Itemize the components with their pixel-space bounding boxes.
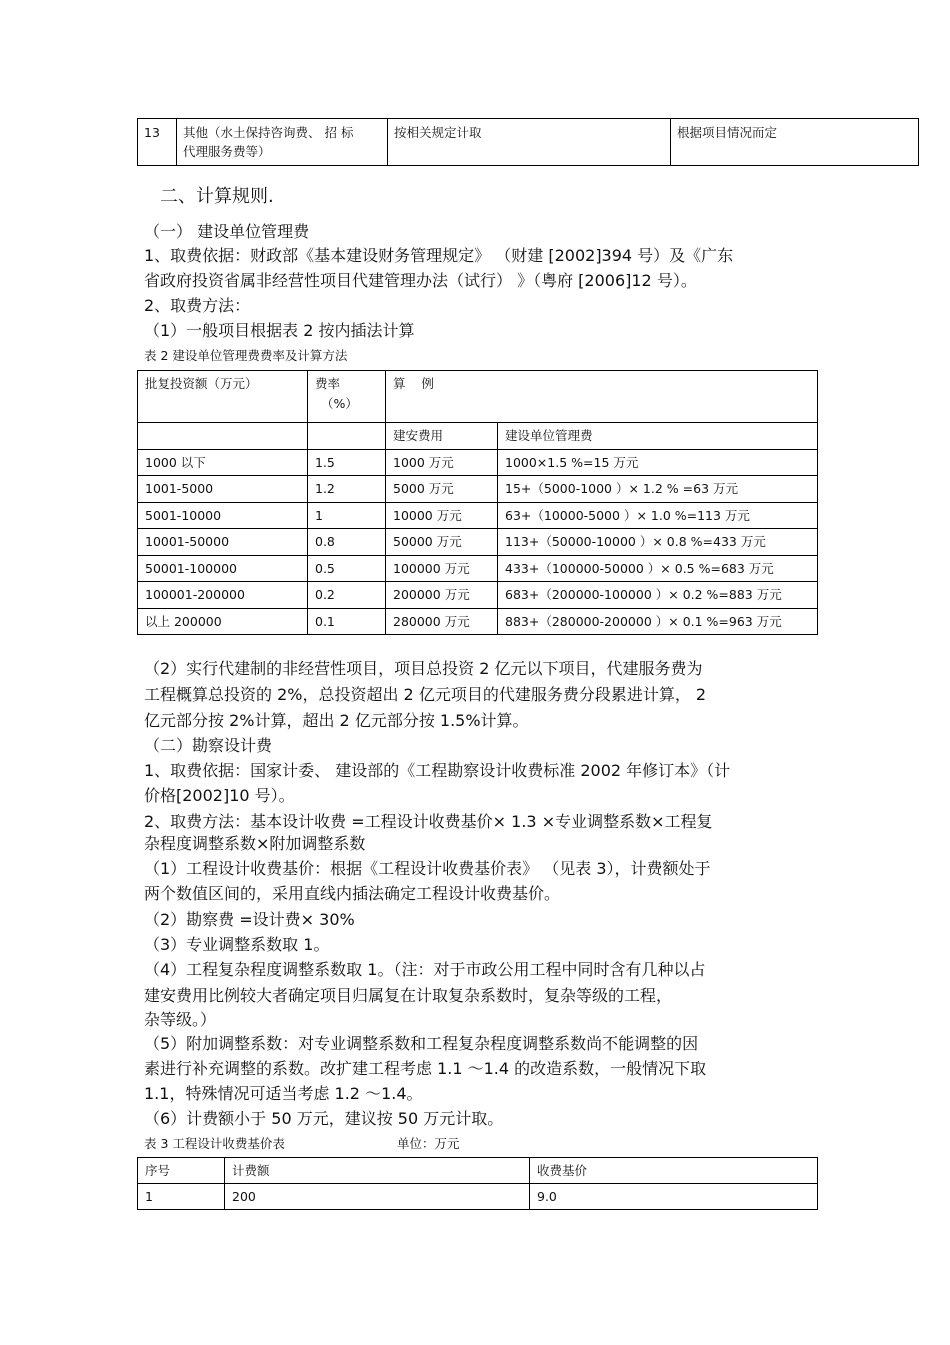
paragraph-basis-2: 省政府投资省属非经营性项目代建管理办法（试行） 》（粤府 [2006]12 号）。 [144, 271, 697, 290]
cell-range: 10001-50000 [138, 529, 308, 556]
cell-cost: 50000 万元 [386, 529, 498, 556]
paragraph-agent-3: 亿元部分按 2%计算，超出 2 亿元部分按 1.5%计算。 [144, 711, 529, 730]
cell-cost: 200000 万元 [386, 582, 498, 609]
subsection-title-2: （二）勘察设计费 [144, 736, 273, 755]
cell-range: 1000 以下 [138, 449, 308, 476]
table-row [138, 555, 818, 582]
subsection-title-1: （一） 建设单位管理费 [144, 222, 310, 241]
cell-fee: 433+（100000-50000 ）× 0.5 %=683 万元 [498, 555, 818, 582]
cell-rate: 0.2 [308, 582, 386, 609]
cell-fee: 15+（5000-1000 ）× 1.2 % =63 万元 [498, 476, 818, 503]
paragraph-method-1: （1）一般项目根据表 2 按内插法计算 [144, 321, 415, 340]
paragraph-survey-method-1: 2、取费方法：基本设计收费 =工程设计收费基价× 1.3 ×专业调整系数×工程复 [144, 812, 713, 831]
header-amount: 计费额 [225, 1158, 530, 1184]
paragraph-agent-2: 工程概算总投资的 2%，总投资超出 2 亿元项目的代建服务费分段累进计算， 2 [144, 685, 707, 704]
design-fee-base-table [137, 1157, 818, 1210]
row-no: 13 [138, 119, 177, 166]
cell-base: 9.0 [530, 1184, 818, 1210]
paragraph-complexity-1: （4）工程复杂程度调整系数取 1。（注：对于市政公用工程中同时含有几种以占 [144, 960, 706, 979]
header-example: 算 例 [386, 371, 818, 423]
header-rate-line2: （%） [321, 395, 358, 411]
header-fee: 建设单位管理费 [498, 423, 818, 450]
paragraph-method: 2、取费方法： [144, 296, 251, 315]
subheader-empty-2 [308, 423, 386, 450]
paragraph-basis-1: 1、取费依据：财政部《基本建设财务管理规定》 （财建 [2002]394 号）及《广东 [144, 246, 734, 265]
row-basis: 按相关规定计取 [388, 119, 671, 166]
subheader-empty-1 [138, 423, 308, 450]
table-row [138, 449, 818, 476]
header-amount: 批复投资额（万元） [138, 371, 308, 423]
table2-caption: 表 2 建设单位管理费费率及计算方法 [144, 348, 348, 363]
table3-caption: 表 3 工程设计收费基价表 [144, 1136, 285, 1151]
cell-cost: 280000 万元 [386, 608, 498, 635]
top-table [137, 118, 919, 166]
cell-fee: 63+（10000-5000 ）× 1.0 %=113 万元 [498, 502, 818, 529]
cell-cost: 5000 万元 [386, 476, 498, 503]
cell-cost: 10000 万元 [386, 502, 498, 529]
cell-range: 以上 200000 [138, 608, 308, 635]
paragraph-survey-basis-2: 价格[2002]10 号）。 [144, 786, 295, 805]
cell-rate: 0.5 [308, 555, 386, 582]
table-row [138, 476, 818, 503]
cell-rate: 1.5 [308, 449, 386, 476]
paragraph-survey-method-2: 杂程度调整系数×附加调整系数 [144, 834, 366, 853]
paragraph-specialty-coef: （3）专业调整系数取 1。 [144, 935, 330, 954]
cell-range: 50001-100000 [138, 555, 308, 582]
cell-fee: 683+（200000-100000 ）× 0.2 %=883 万元 [498, 582, 818, 609]
cell-range: 100001-200000 [138, 582, 308, 609]
paragraph-complexity-3: 杂等级。） [144, 1010, 217, 1029]
paragraph-base-price-2: 两个数值区间的，采用直线内插法确定工程设计收费基价。 [144, 884, 561, 903]
fee-rate-table [137, 370, 818, 635]
table-row [138, 1184, 818, 1210]
row-note: 根据项目情况而定 [671, 119, 919, 166]
cell-fee: 883+（280000-200000 ）× 0.1 %=963 万元 [498, 608, 818, 635]
table-subheader-row [138, 423, 818, 450]
paragraph-complexity-2: 建安费用比例较大者确定项目归属复在计取复杂系数时，复杂等级的工程， [144, 986, 673, 1005]
section-title: 二、计算规则. [160, 186, 274, 207]
paragraph-survey-basis-1: 1、取费依据：国家计委、 建设部的《工程勘察设计收费标准 2002 年修订本》（计 [144, 761, 731, 780]
cell-rate: 1 [308, 502, 386, 529]
cell-cost: 1000 万元 [386, 449, 498, 476]
cell-cost: 100000 万元 [386, 555, 498, 582]
table-header-row [138, 371, 818, 423]
paragraph-survey-fee: （2）勘察费 =设计费× 30% [144, 910, 355, 929]
cell-fee: 1000×1.5 %=15 万元 [498, 449, 818, 476]
header-cost: 建安费用 [386, 423, 498, 450]
table-row [138, 529, 818, 556]
cell-rate: 1.2 [308, 476, 386, 503]
header-rate-line1: 费率 [315, 376, 341, 391]
paragraph-additional-2: 素进行补充调整的系数。改扩建工程考虑 1.1 ～1.4 的改造系数，一般情况下取 [144, 1059, 707, 1078]
cell-rate: 0.1 [308, 608, 386, 635]
cell-no: 1 [138, 1184, 225, 1210]
cell-rate: 0.8 [308, 529, 386, 556]
table-row [138, 608, 818, 635]
paragraph-minimum: （6）计费额小于 50 万元，建议按 50 万元计取。 [144, 1109, 504, 1128]
table-row [138, 119, 919, 166]
row-item-line1: 其他（水土保持咨询费、 招 标 [183, 125, 354, 140]
cell-range: 5001-10000 [138, 502, 308, 529]
table-header-row [138, 1158, 818, 1184]
cell-amount: 200 [225, 1184, 530, 1210]
row-item [177, 119, 388, 166]
header-no: 序号 [138, 1158, 225, 1184]
table3-unit: 单位：万元 [397, 1136, 460, 1151]
paragraph-additional-1: （5）附加调整系数：对专业调整系数和工程复杂程度调整系数尚不能调整的因 [144, 1034, 699, 1053]
paragraph-base-price-1: （1）工程设计收费基价：根据《工程设计收费基价表》 （见表 3），计费额处于 [144, 859, 711, 878]
header-base: 收费基价 [530, 1158, 818, 1184]
cell-fee: 113+（50000-10000 ）× 0.8 %=433 万元 [498, 529, 818, 556]
cell-range: 1001-5000 [138, 476, 308, 503]
header-rate [308, 371, 386, 423]
paragraph-agent-1: （2）实行代建制的非经营性项目，项目总投资 2 亿元以下项目，代建服务费为 [144, 659, 703, 678]
row-item-line2: 代理服务费等） [183, 144, 271, 159]
paragraph-additional-3: 1.1，特殊情况可适当考虑 1.2 ～1.4。 [144, 1084, 423, 1103]
table-row [138, 582, 818, 609]
table-row [138, 502, 818, 529]
